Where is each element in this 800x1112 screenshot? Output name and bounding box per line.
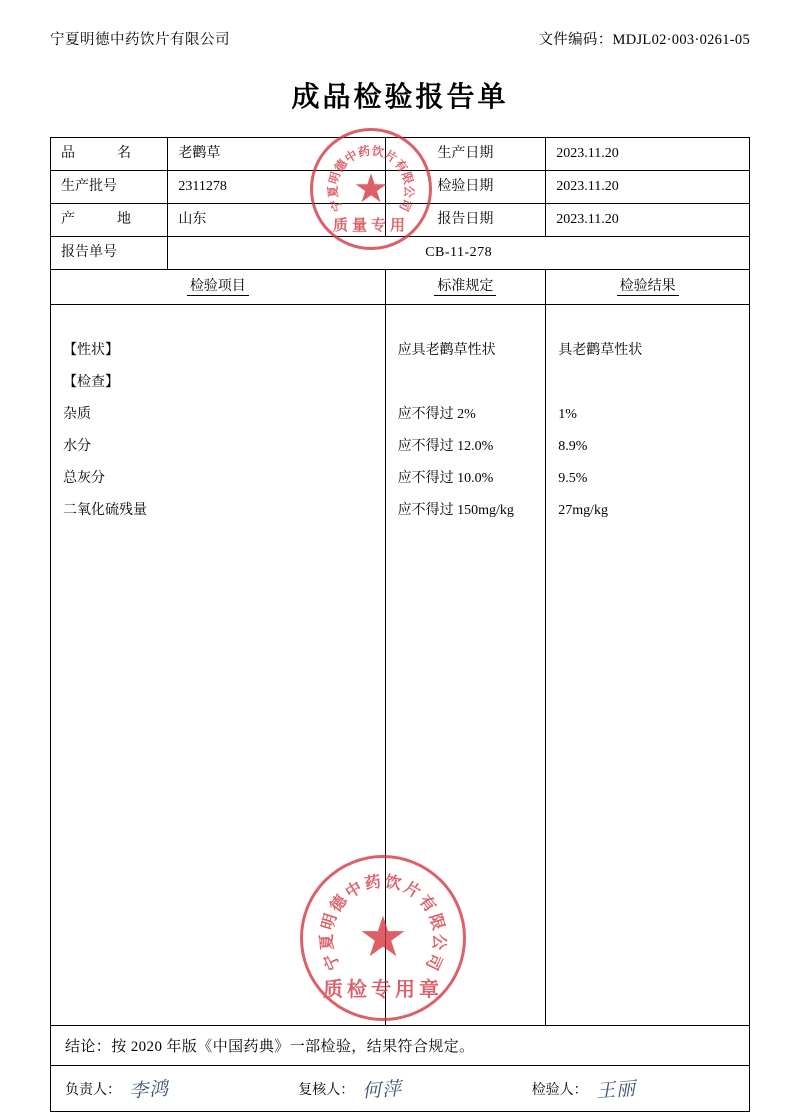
page-title: 成品检验报告单 (291, 82, 509, 113)
results-standard-column (385, 305, 546, 1026)
result-value (546, 367, 749, 399)
product-value: 老鹳草 (178, 146, 221, 161)
result-value: 8.9% (558, 439, 588, 454)
result-item: 二氧化硫残量 (63, 503, 147, 518)
stamp-bottom-bottom-text: 质检专用章 (323, 979, 443, 1001)
batch-label: 生产批号 (61, 179, 117, 194)
result-standard: 应不得过 150mg/kg (397, 503, 514, 518)
report-no-label: 报告单号 (61, 245, 117, 260)
result-item: 杂质 (63, 407, 91, 422)
report-date-label-cell (385, 204, 546, 237)
table-row (51, 138, 750, 171)
production-date-value-cell (546, 138, 750, 171)
report-no-value-cell (168, 237, 750, 270)
inspector-label: 检验人： (531, 1082, 588, 1098)
product-value-cell (168, 138, 385, 171)
test-date-value: 2023.11.20 (556, 179, 619, 194)
batch-value-cell (168, 171, 385, 204)
reviewer-name: 何萍 (361, 1077, 404, 1103)
document-code (539, 28, 751, 49)
result-value: 1% (558, 407, 577, 422)
star-icon: ★ (353, 166, 389, 211)
results-body-row (51, 305, 750, 1026)
result-standard: 应不得过 12.0% (397, 439, 494, 454)
column-header-item-cell (51, 270, 386, 305)
product-label: 品 名 (61, 146, 131, 161)
document-header (50, 28, 750, 49)
reviewer-label: 复核人： (298, 1082, 355, 1098)
origin-label: 产 地 (61, 212, 131, 227)
report-no-value: CB-11-278 (425, 245, 493, 260)
stamp-top-bottom-text: 质量专用 (332, 218, 409, 234)
test-date-label-cell (385, 171, 546, 204)
conclusion-row (51, 1026, 750, 1066)
stamp-bottom-arc-text: 宁 夏 明 德 中 药 饮 片 有 限 公 司 (318, 873, 448, 973)
document-code-value: MDJL02·003·0261-05 (612, 32, 750, 48)
result-value: 27mg/kg (558, 503, 608, 518)
result-item: 【性状】 (63, 343, 119, 358)
results-result-column (546, 305, 750, 1026)
signature-row (50, 1066, 750, 1112)
origin-value: 山东 (178, 212, 207, 227)
product-label-cell (51, 138, 168, 171)
origin-label-cell (51, 204, 168, 237)
stamp-top-arc-text: 宁 夏 明 德 中 药 饮 片 有 限 公 司 (325, 143, 417, 214)
report-date-value: 2023.11.20 (556, 212, 619, 227)
conclusion-cell (51, 1026, 750, 1066)
report-date-label: 报告日期 (437, 212, 494, 227)
result-standard (386, 367, 546, 399)
result-standard: 应不得过 10.0% (397, 471, 494, 486)
table-row (51, 237, 750, 270)
document-code-label: 文件编码： (538, 32, 613, 48)
column-header-standard-cell (385, 270, 546, 305)
batch-label-cell (51, 171, 168, 204)
company-name: 宁夏明德中药饮片有限公司 (50, 32, 230, 48)
result-value: 具老鹳草性状 (558, 343, 643, 358)
star-icon: ★ (357, 907, 409, 969)
result-standard: 应具老鹳草性状 (397, 343, 496, 358)
batch-value: 2311278 (178, 179, 227, 194)
test-date-value-cell (546, 171, 750, 204)
table-row (51, 171, 750, 204)
table-row (51, 204, 750, 237)
origin-value-cell (168, 204, 385, 237)
column-header-result-cell (546, 270, 750, 305)
column-header-result: 检验结果 (617, 279, 679, 296)
manager-name: 李鸿 (128, 1077, 170, 1103)
production-date-label: 生产日期 (437, 146, 494, 161)
test-date-label: 检验日期 (437, 179, 494, 194)
result-item: 水分 (63, 439, 91, 454)
report-no-label-cell (51, 237, 168, 270)
manager-label: 负责人： (65, 1082, 121, 1098)
results-header-row (51, 270, 750, 305)
column-header-item: 检验项目 (187, 279, 249, 296)
result-standard: 应不得过 2% (397, 407, 476, 422)
result-item: 总灰分 (63, 471, 105, 486)
report-table (50, 137, 750, 1066)
result-item: 【检查】 (63, 375, 119, 390)
results-item-column (51, 305, 386, 1026)
column-header-standard: 标准规定 (434, 279, 496, 296)
inspector-name: 王丽 (594, 1077, 637, 1103)
production-date-label-cell (385, 138, 546, 171)
conclusion-text: 结论：按 2020 年版《中国药典》一部检验，结果符合规定。 (65, 1039, 475, 1055)
report-date-value-cell (546, 204, 750, 237)
production-date-value: 2023.11.20 (556, 146, 619, 161)
result-value: 9.5% (558, 471, 588, 486)
